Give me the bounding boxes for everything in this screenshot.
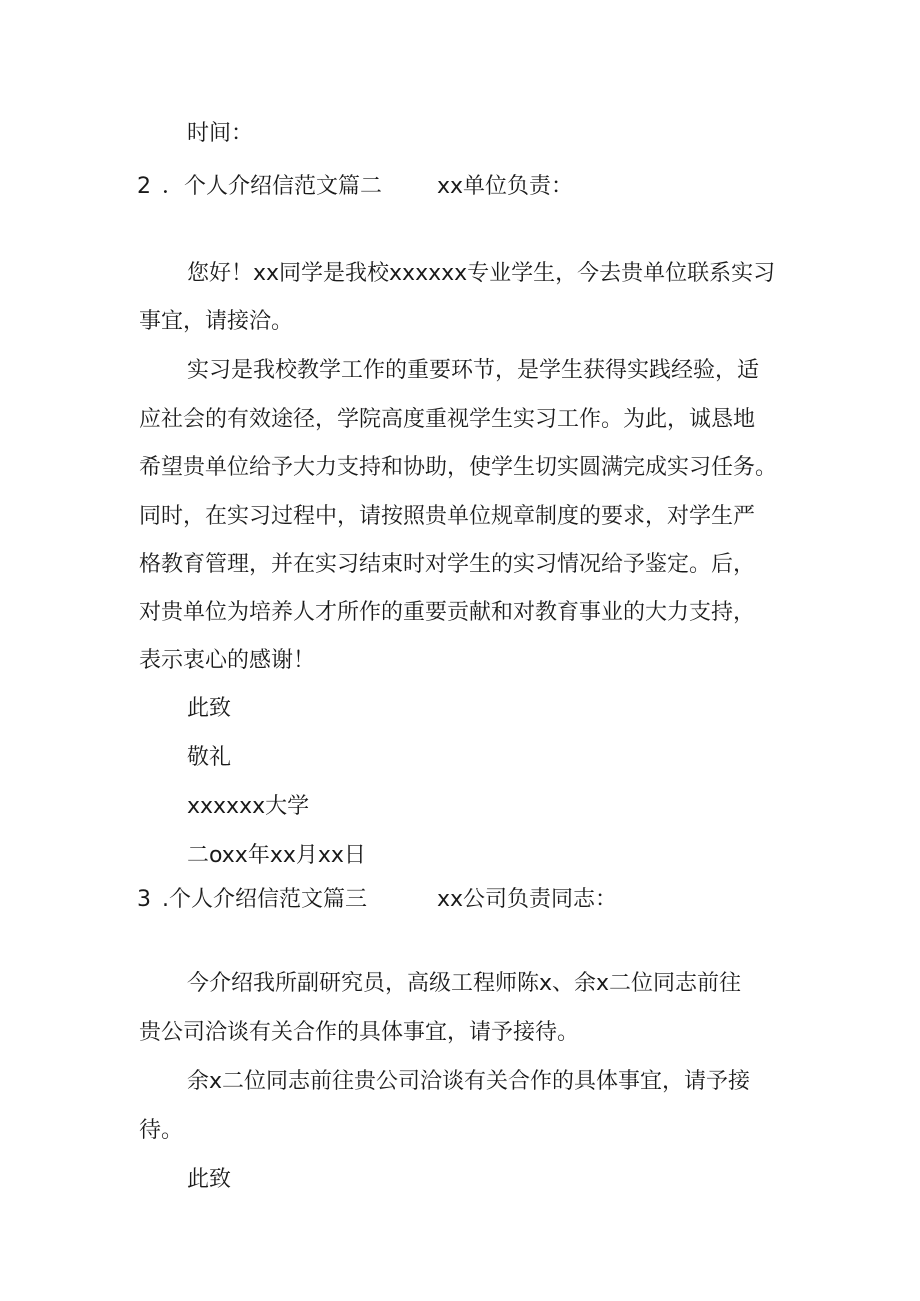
letter3-closing-1: 此致	[187, 1167, 232, 1192]
section-3-title: .个人介绍信范文篇三	[162, 887, 367, 912]
letter2-date: 二oxx年xx月xx日	[187, 843, 366, 868]
letter2-body-line-2: 应社会的有效途径，学院高度重视学生实习工作。为此，诚恳地	[139, 407, 756, 432]
letter2-body-line-1: 实习是我校教学工作的重要环节，是学生获得实践经验，适	[187, 358, 760, 383]
letter2-body-line-7: 表示衷心的感谢！	[139, 648, 316, 673]
section-3-number: 3	[137, 887, 151, 912]
letter3-para1-line-1: 今介绍我所副研究员，高级工程师陈x、余x二位同志前往	[187, 971, 742, 996]
section-2-title: ．个人介绍信范文篇二	[162, 174, 383, 199]
letter2-body-line-3: 希望贵单位给予大力支持和协助，使学生切实圆满完成实习任务。	[139, 455, 778, 480]
letter2-body-line-6: 对贵单位为培养人才所作的重要贡献和对教育事业的大力支持，	[139, 600, 756, 625]
letter3-para1-line-2: 贵公司洽谈有关合作的具体事宜，请予接待。	[139, 1020, 580, 1045]
letter2-greeting-line-2: 事宜，请接洽。	[139, 309, 294, 334]
section-2-number: 2	[137, 174, 151, 199]
letter2-body-line-5: 格教育管理，并在实习结束时对学生的实习情况给予鉴定。后，	[139, 552, 756, 577]
section-3-salutation: xx公司负责同志：	[437, 887, 618, 912]
letter2-signer: xxxxxx大学	[187, 794, 310, 819]
letter3-para2-line-1: 余x二位同志前往贵公司洽谈有关合作的具体事宜，请予接	[187, 1069, 751, 1094]
letter3-para2-line-2: 待。	[139, 1118, 184, 1143]
section-2-salutation: xx单位负责：	[437, 174, 574, 199]
letter2-closing-1: 此致	[187, 696, 232, 721]
letter2-greeting-line-1: 您好！xx同学是我校xxxxxx专业学生，今去贵单位联系实习	[187, 261, 776, 286]
letter2-closing-2: 敬礼	[187, 745, 232, 770]
letter2-body-line-4: 同时，在实习过程中，请按照贵单位规章制度的要求，对学生严	[139, 504, 756, 529]
time-label: 时间：	[187, 121, 254, 146]
